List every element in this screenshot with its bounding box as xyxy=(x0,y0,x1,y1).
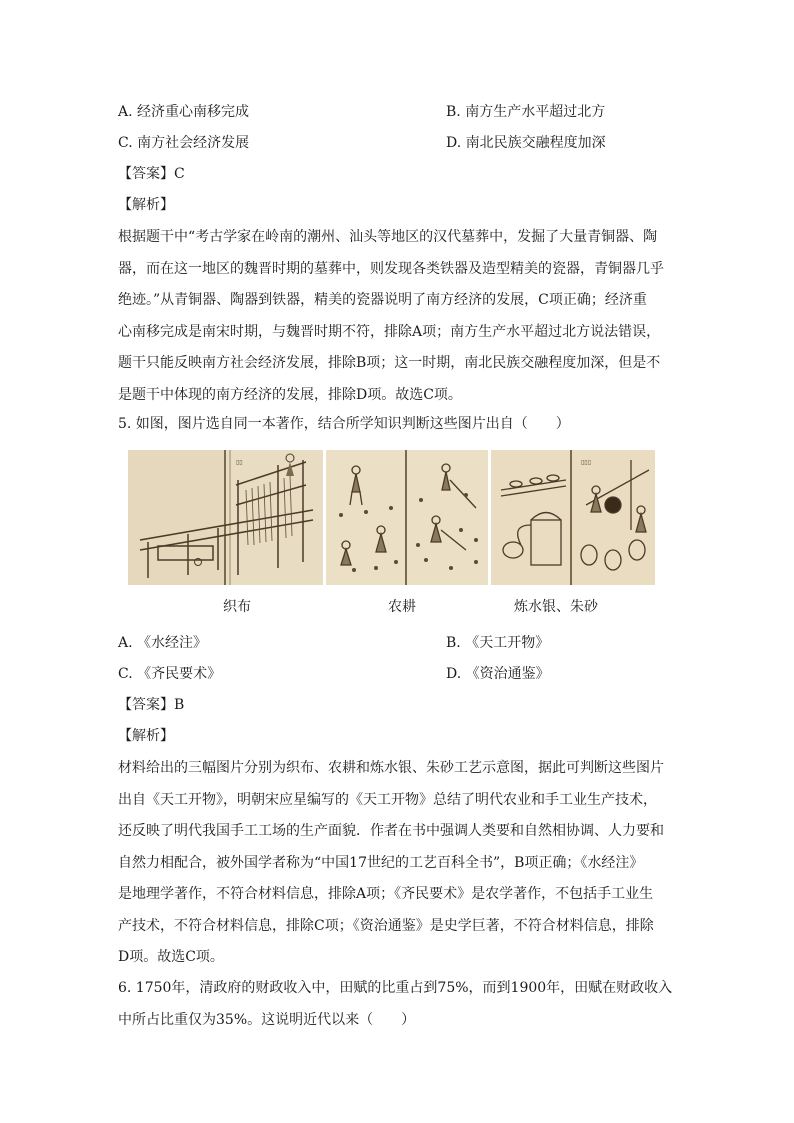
q4-answer: 【答案】C xyxy=(118,166,185,182)
q4-option-d xyxy=(446,133,606,153)
analysis-line: 题干只能反映南方社会经济发展，排除B项；这一时期，南北民族交融程度加深，但是不 xyxy=(118,355,661,371)
caption-farming: 农耕 xyxy=(388,599,416,615)
q5-option-a xyxy=(118,633,207,653)
q5-option-b xyxy=(446,633,549,653)
option-letter: A. xyxy=(118,635,133,651)
svg-text:▯▯: ▯▯ xyxy=(236,459,243,466)
analysis-line: 自然力相配合，被外国学者称为“中国17世纪的工艺百科全书”，B项正确；《水经注》 xyxy=(118,854,644,871)
analysis-line: 出自《天工开物》，明朝宋应星编写的《天工开物》总结了明代农业和手工业生产技术， xyxy=(118,791,657,808)
analysis-line: 是地理学著作，不符合材料信息，排除A项；《齐民要术》是农学著作，不包括手工业生 xyxy=(118,886,654,902)
farming-illustration xyxy=(326,450,488,585)
option-text: 《天工开物》 xyxy=(465,635,550,651)
q4-analysis-label: 【解析】 xyxy=(118,197,174,213)
stem-line: 中所占比重仅为35%。这说明近代以来（ ） xyxy=(118,1011,416,1028)
analysis-line: 还反映了明代我国手工工场的生产面貌．作者在书中强调人类要和自然相协调、人力要和 xyxy=(118,823,664,839)
q4-analysis xyxy=(118,227,674,416)
q4-option-b xyxy=(446,102,605,122)
svg-text:▯▯▯: ▯▯▯ xyxy=(581,459,591,466)
option-text: 南方社会经济发展 xyxy=(137,135,250,151)
option-letter: D. xyxy=(446,666,462,682)
q5-analysis-label: 【解析】 xyxy=(118,728,174,744)
option-text: 《水经注》 xyxy=(137,635,208,651)
option-letter: D. xyxy=(446,135,462,151)
analysis-line: 心南移完成是南宋时期，与魏晋时期不符，排除A项；南方生产水平超过北方说法错误， xyxy=(118,323,661,340)
analysis-line: 产技术，不符合材料信息，排除C项；《资治通鉴》是史学巨著，不符合材料信息，排除 xyxy=(118,917,654,934)
q4-option-c xyxy=(118,133,249,153)
analysis-line: D项。故选C项。 xyxy=(118,949,224,965)
q5-stem: 5. 如图，图片选自同一本著作，结合所学知识判断这些图片出自（ ） xyxy=(118,416,570,432)
option-text: 南方生产水平超过北方 xyxy=(465,104,606,120)
option-letter: C. xyxy=(118,135,133,151)
q5-illustration xyxy=(128,450,655,585)
q5-option-c xyxy=(118,664,221,684)
q5-option-d xyxy=(446,664,550,684)
caption-weaving: 织布 xyxy=(223,599,251,615)
option-letter: B. xyxy=(446,635,461,651)
q5-answer: 【答案】B xyxy=(118,697,185,713)
analysis-line: 是题干中体现的南方经济的发展，排除D项。故选C项。 xyxy=(118,386,462,403)
option-text: 南北民族交融程度加深 xyxy=(465,135,606,151)
option-letter: B. xyxy=(446,104,461,120)
option-letter: C. xyxy=(118,666,133,682)
analysis-line: 绝迹。”从青铜器、陶器到铁器，精美的瓷器说明了南方经济的发展，C项正确；经济重 xyxy=(118,292,647,308)
option-letter: A. xyxy=(118,104,133,120)
analysis-line: 根据题干中“考古学家在岭南的潮州、汕头等地区的汉代墓葬中，发掘了大量青铜器、陶 xyxy=(118,229,658,245)
caption-mercury: 炼水银、朱砂 xyxy=(514,599,598,615)
mercury-illustration xyxy=(491,450,655,585)
option-text: 经济重心南移完成 xyxy=(137,104,250,120)
option-text: 《齐民要术》 xyxy=(137,666,222,682)
weaving-illustration xyxy=(128,450,323,585)
analysis-line: 材料给出的三幅图片分别为织布、农耕和炼水银、朱砂工艺示意图，据此可判断这些图片 xyxy=(118,760,664,776)
q5-analysis xyxy=(118,758,674,979)
stem-line: 6. 1750年，清政府的财政收入中，田赋的比重占到75%，而到1900年，田赋在财政收入 xyxy=(118,980,673,996)
option-text: 《资治通鉴》 xyxy=(465,666,550,682)
analysis-line: 器，而在这一地区的魏晋时期的墓葬中，则发现各类铁器及造型精美的瓷器，青铜器几乎 xyxy=(118,260,664,277)
q6-stem xyxy=(118,978,674,1041)
q4-option-a xyxy=(118,102,249,122)
